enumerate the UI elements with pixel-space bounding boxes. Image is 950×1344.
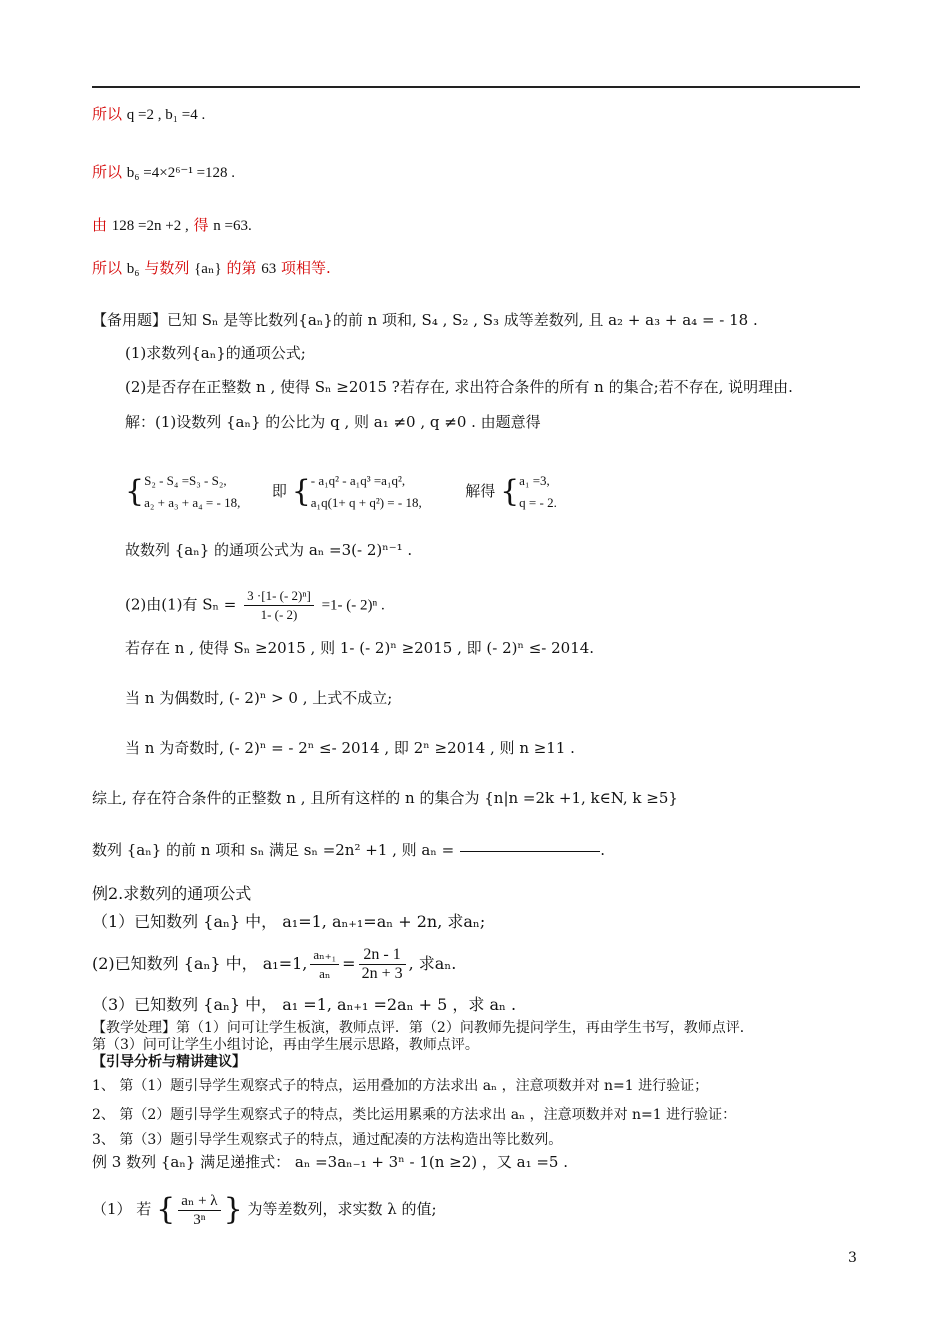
ratio-numerator: aₙ₊₁ — [310, 946, 339, 965]
example2-title: 例2.求数列的通项公式 — [92, 884, 252, 903]
teaching-line2: 第（3）问可让学生小组讨论，再由学生展示思路，教师点评。 — [92, 1037, 479, 1053]
left-brace-icon: { — [500, 474, 520, 509]
ratio-fraction — [310, 946, 339, 983]
math: 63 — [261, 261, 277, 277]
math: b₆ =4×2⁶⁻¹ =128 . — [126, 165, 236, 181]
ji-label: 即 — [271, 482, 287, 500]
math: b₆ — [126, 261, 140, 277]
general-formula: 故数列 {aₙ} 的通项公式为 aₙ =3(- 2)ⁿ⁻¹ . — [125, 541, 413, 559]
header-rule — [92, 86, 860, 88]
math: q =2 , b₁ =4 . — [126, 107, 206, 123]
page-number: 3 — [848, 1250, 857, 1266]
sys2-line-b: a₁q(1+ q + q²) = - 18, — [310, 495, 422, 510]
sum-suffix: =1- (- 2)ⁿ . — [321, 597, 385, 614]
right-brace-icon: } — [223, 1192, 243, 1227]
math: n =63. — [213, 218, 252, 234]
sum-numerator: 3 ·[1- (- 2)ⁿ] — [244, 587, 314, 606]
lambda-numerator: aₙ + λ — [178, 1192, 220, 1211]
fill-blank — [92, 840, 605, 860]
left-brace-icon: { — [125, 474, 145, 509]
guide-item-1: 1、 第（1）题引导学生观察式子的特点，运用叠加的方法求出 aₙ ，注意项数并对 n=1 进行验证； — [92, 1078, 709, 1094]
red-text: 由 — [92, 216, 108, 234]
sum-denominator: 1- (- 2) — [260, 607, 298, 622]
red-text: 所以 — [92, 105, 123, 123]
guide-heading: 【引导分析与精讲建议】 — [92, 1054, 246, 1070]
rhs-denominator: 2n + 3 — [361, 965, 403, 982]
p1-suffix: 为等差数列，求实数 λ 的值; — [247, 1200, 437, 1218]
summary-line: 综上, 存在符合条件的正整数 n , 且所有这样的 n 的集合为 {n|n =2k +1, k∈N, k ≥5} — [92, 789, 678, 807]
sys1-line-b: a₂ + a₃ + a₄ = - 18, — [144, 495, 241, 510]
backup-sol1: 解：(1)设数列 {aₙ} 的公比为 q , 则 a₁ ≠0 , q ≠0 . 由题意得 — [125, 413, 541, 431]
example3-p1 — [92, 1190, 437, 1230]
equals: = — [342, 954, 356, 973]
red-line-4 — [92, 258, 331, 279]
fill-blank-text: 数列 {aₙ} 的前 n 项和 sₙ 满足 sₙ =2n² +1 , 则 aₙ = — [92, 841, 455, 859]
sys1-line-a: S₂ - S₄ =S₃ - S₂, — [144, 473, 227, 488]
red-text: 所以 — [92, 259, 123, 277]
sum-prefix: (2)由(1)有 Sₙ = — [125, 595, 237, 614]
red-text: 得 — [193, 216, 209, 234]
odd-line: 当 n 为奇数时, (- 2)ⁿ = - 2ⁿ ≤- 2014 , 即 2ⁿ ≥2014 , 则 n ≥11 . — [125, 739, 575, 757]
system-row — [125, 470, 557, 514]
red-line-1 — [92, 104, 205, 125]
lambda-denominator: 3ⁿ — [193, 1211, 206, 1228]
rhs-fraction — [359, 946, 406, 983]
guide-item-2: 2、 第（2）题引导学生观察式子的特点，类比运用累乘的方法求出 aₙ ，注意项数并对 n=1 进行验证： — [92, 1107, 737, 1123]
backup-q2: (2)是否存在正整数 n , 使得 Sₙ ≥2015 ?若存在, 求出符合条件的所有 n 的集合;若不存在, 说明理由. — [125, 378, 793, 396]
red-text: 与数列 — [144, 259, 190, 277]
fill-blank-end: . — [600, 841, 605, 859]
p2-suffix: , 求aₙ. — [408, 954, 457, 973]
ratio-denominator: aₙ — [319, 966, 331, 981]
red-text: 所以 — [92, 163, 123, 181]
example2-p2 — [92, 946, 456, 983]
math: {aₙ} — [194, 261, 222, 277]
system-2 — [311, 470, 422, 514]
example3-title: 例 3 数列 {aₙ} 满足递推式： aₙ =3aₙ₋₁ + 3ⁿ - 1(n ≥2) ，又 a₁ =5 . — [92, 1153, 569, 1171]
math: 128 =2n +2 , — [111, 218, 189, 234]
guide-item-3: 3、 第（3）题引导学生观察式子的特点，通过配凑的方法构造出等比数列。 — [92, 1132, 563, 1148]
backup-q1: (1)求数列{aₙ}的通项公式; — [125, 344, 306, 362]
sys2-line-a: - a₁q² - a₁q³ =a₁q², — [310, 473, 406, 488]
red-text: 的第 — [226, 259, 257, 277]
p1-prefix: （1） 若 — [92, 1200, 152, 1218]
answer-blank — [460, 851, 600, 852]
backup-title: 【备用题】已知 Sₙ 是等比数列{aₙ}的前 n 项和, S₄ , S₂ , S₃ 成等差数列, 且 a₂ + a₃ + a₄ = - 18 . — [92, 311, 758, 329]
sum-formula — [125, 587, 385, 624]
teaching-line1: 【教学处理】第（1）问可让学生板演，教师点评．第（2）问教师先提问学生，再由学生书写，教师点评． — [92, 1020, 754, 1036]
system-3 — [519, 470, 557, 514]
exist-line: 若存在 n , 使得 Sₙ ≥2015 , 则 1- (- 2)ⁿ ≥2015 , 即 (- 2)ⁿ ≤- 2014. — [125, 639, 595, 657]
red-text: 项相等. — [281, 259, 331, 277]
sum-fraction — [244, 587, 314, 624]
example2-p1: （1）已知数列 {aₙ} 中， a₁=1, aₙ₊₁=aₙ + 2n, 求aₙ; — [92, 912, 486, 931]
lambda-fraction — [178, 1192, 220, 1229]
red-line-3 — [92, 215, 252, 236]
even-line: 当 n 为偶数时, (- 2)ⁿ > 0 , 上式不成立; — [125, 689, 393, 707]
rhs-numerator: 2n - 1 — [359, 946, 406, 965]
jiede-label: 解得 — [465, 482, 496, 500]
example2-p3: （3）已知数列 {aₙ} 中， a₁ =1, aₙ₊₁ =2aₙ + 5 ，求 aₙ . — [92, 995, 517, 1014]
p2-prefix: (2)已知数列 {aₙ} 中， a₁=1, — [92, 954, 308, 973]
red-line-2 — [92, 162, 235, 183]
left-brace-icon: { — [156, 1192, 176, 1227]
sys3-line-a: a₁ =3, — [519, 473, 550, 488]
system-1 — [144, 470, 240, 514]
left-brace-icon: { — [291, 474, 311, 509]
sys3-line-b: q = - 2. — [519, 495, 557, 510]
